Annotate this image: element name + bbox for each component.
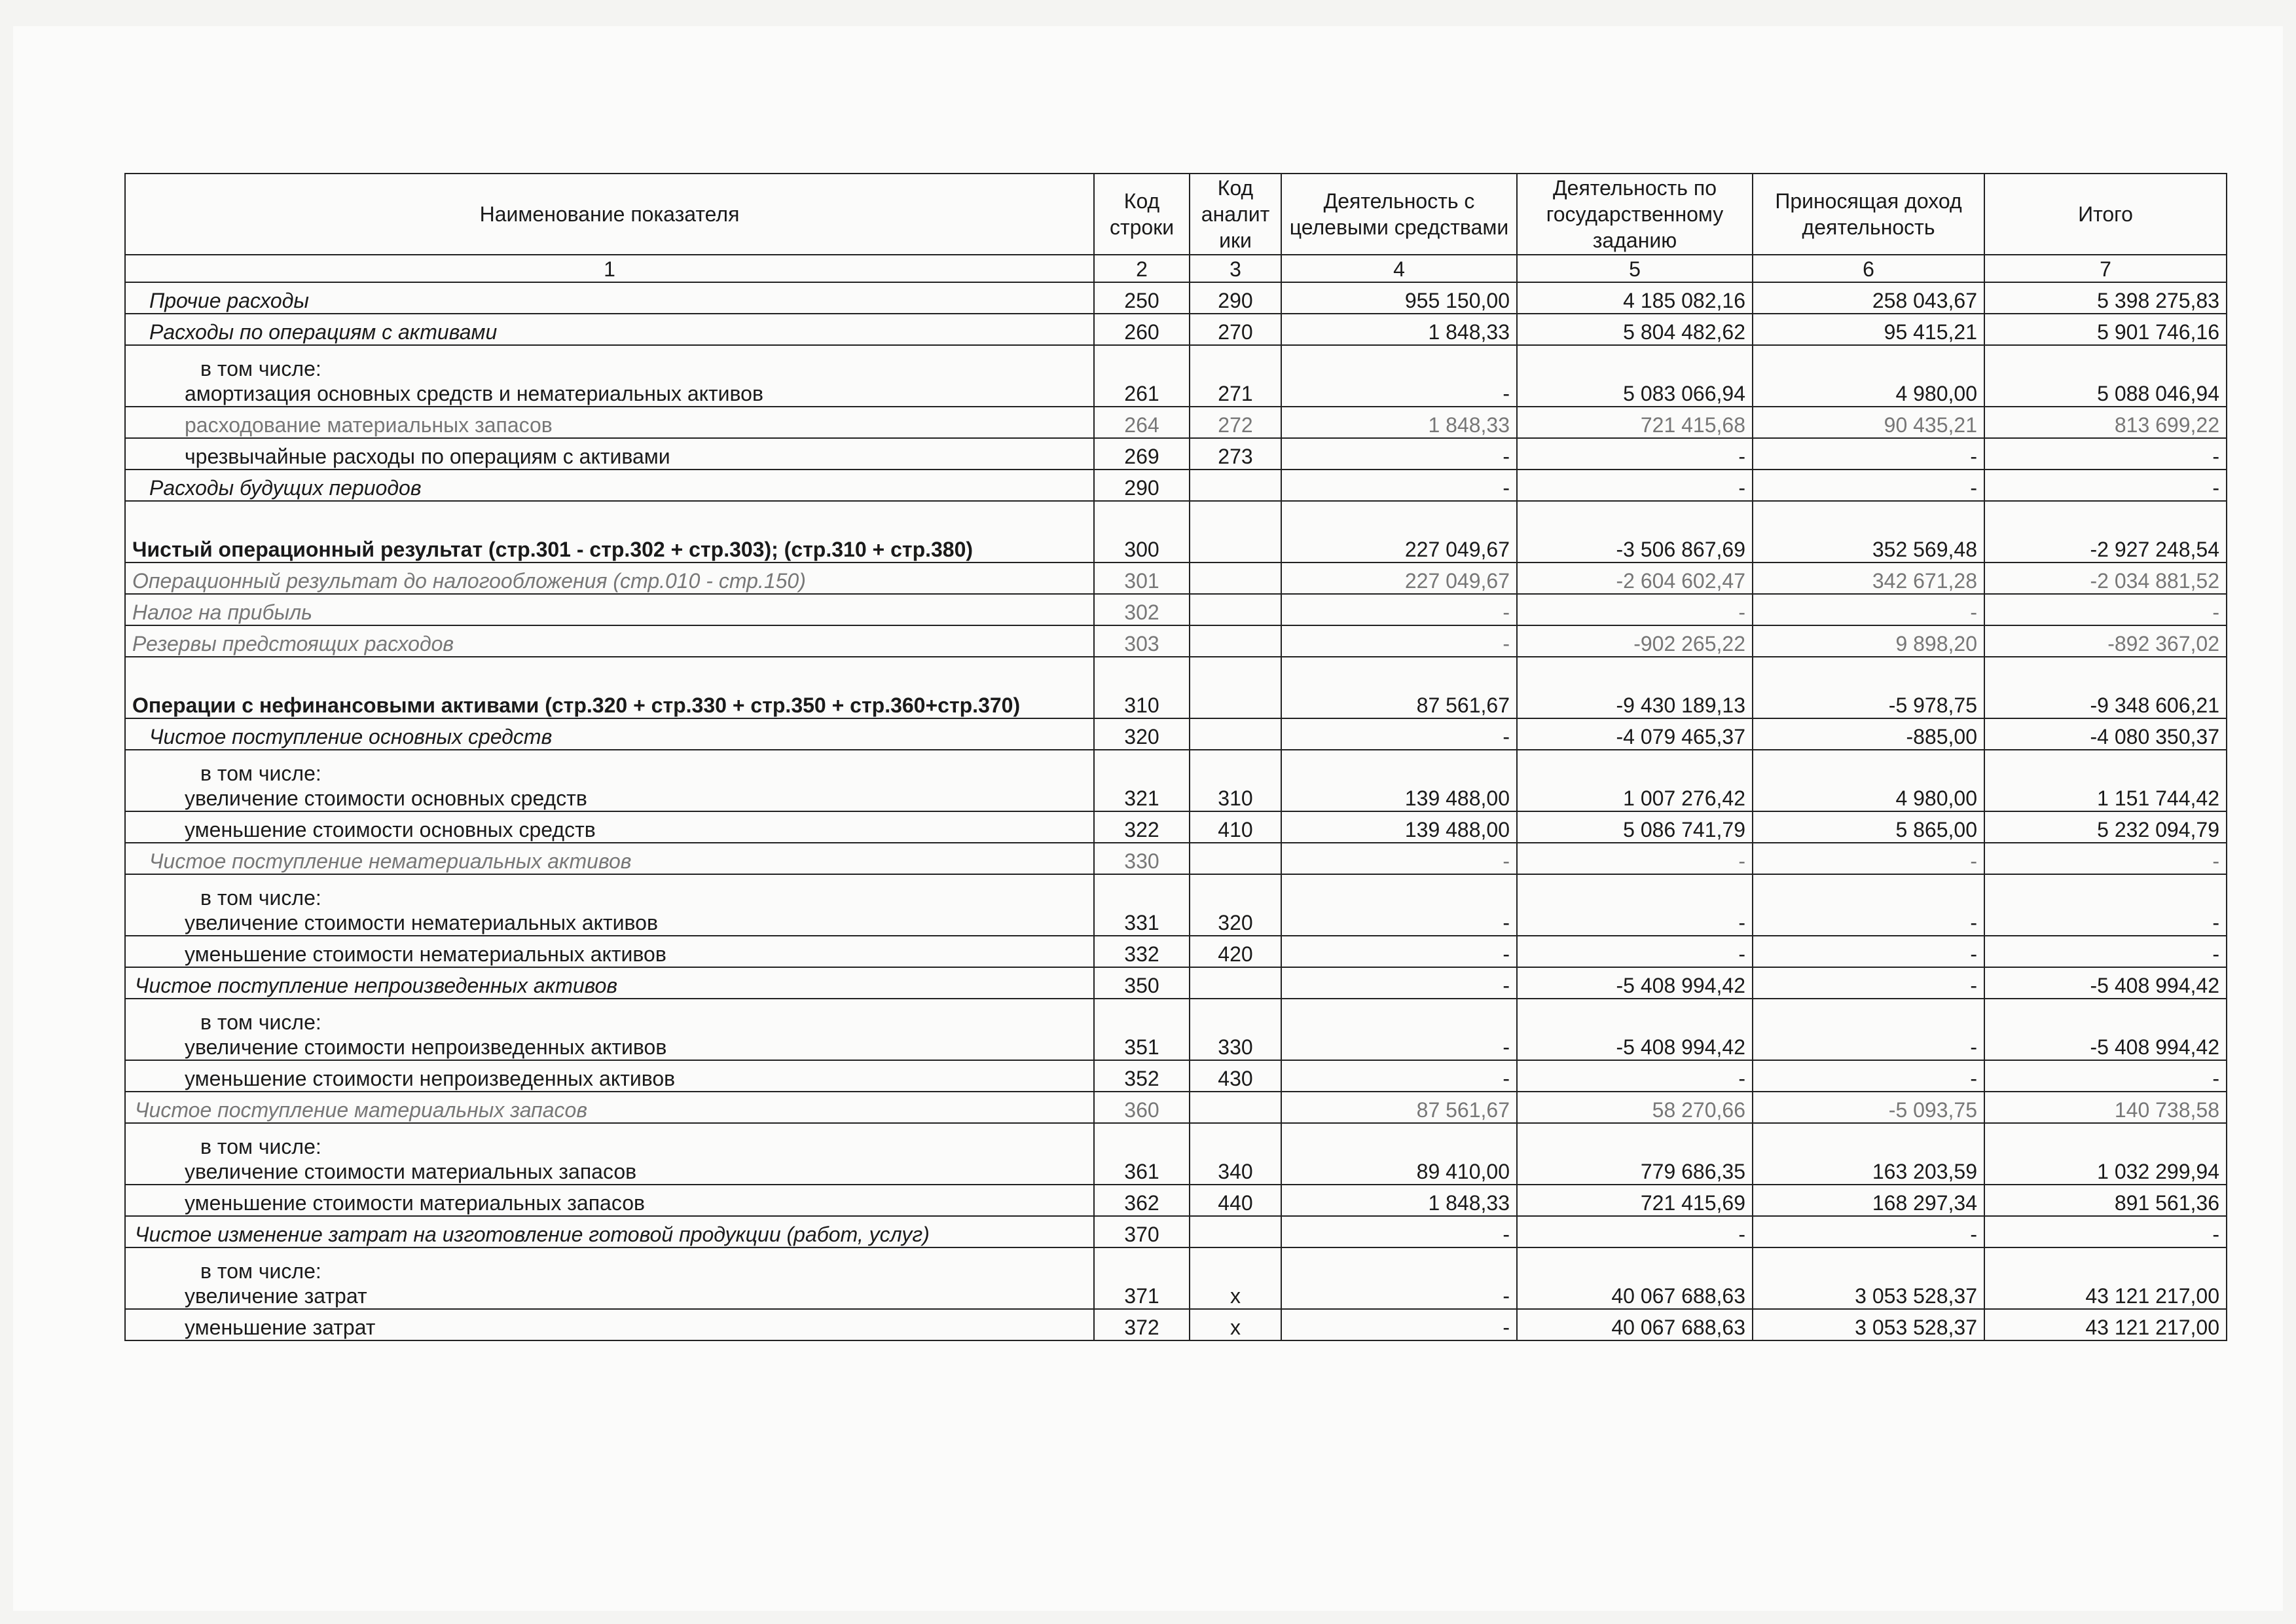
value-total: -4 080 350,37 [1984,718,2227,750]
row-prefix: в том числе: [200,762,321,785]
row-name: чрезвычайные расходы по операциям с активами [125,438,1094,470]
table-row [125,1216,2227,1247]
value-target-funds: 139 488,00 [1281,811,1517,843]
row-code: 264 [1094,407,1190,438]
value-target-funds: - [1281,1216,1517,1247]
row-code: 250 [1094,282,1190,314]
value-total: 1 151 744,42 [1984,750,2227,811]
row-label: увеличение стоимости нематериальных активов [185,911,658,934]
row-prefix: в том числе: [200,1135,321,1158]
value-total: 5 088 046,94 [1984,345,2227,407]
value-target-funds: - [1281,718,1517,750]
table-row [125,470,2227,501]
row-code: 332 [1094,936,1190,967]
row-analytic: 273 [1190,438,1281,470]
table-row [125,1247,2227,1309]
row-name: уменьшение стоимости материальных запасов [125,1185,1094,1216]
row-code: 330 [1094,843,1190,874]
header-row [125,174,2227,255]
row-name: Расходы будущих периодов [125,470,1094,501]
value-income-activity: 342 671,28 [1753,563,1984,594]
value-income-activity: 3 053 528,37 [1753,1247,1984,1309]
value-state-task: 721 415,68 [1517,407,1753,438]
row-analytic: 320 [1190,874,1281,936]
row-code: 372 [1094,1309,1190,1340]
value-state-task: 1 007 276,42 [1517,750,1753,811]
value-target-funds: - [1281,1309,1517,1340]
value-income-activity: 258 043,67 [1753,282,1984,314]
value-target-funds: 139 488,00 [1281,750,1517,811]
value-state-task: - [1517,1216,1753,1247]
value-income-activity: - [1753,999,1984,1060]
row-name [125,1247,1094,1309]
row-analytic: 430 [1190,1060,1281,1092]
value-total: - [1984,874,2227,936]
row-name [125,345,1094,407]
row-analytic: 271 [1190,345,1281,407]
row-name: уменьшение стоимости основных средств [125,811,1094,843]
value-state-task: -5 408 994,42 [1517,967,1753,999]
value-income-activity: - [1753,438,1984,470]
row-code: 360 [1094,1092,1190,1123]
row-code: 301 [1094,563,1190,594]
value-target-funds: 87 561,67 [1281,1092,1517,1123]
value-income-activity: 95 415,21 [1753,314,1984,345]
row-analytic [1190,501,1281,563]
value-state-task: 5 086 741,79 [1517,811,1753,843]
row-analytic [1190,563,1281,594]
value-state-task: -3 506 867,69 [1517,501,1753,563]
value-income-activity: 3 053 528,37 [1753,1309,1984,1340]
value-total: 5 232 094,79 [1984,811,2227,843]
table-row [125,936,2227,967]
value-state-task: 40 067 688,63 [1517,1309,1753,1340]
header-line-code: Код строки [1094,174,1190,255]
value-target-funds: - [1281,843,1517,874]
column-number: 7 [1984,255,2227,282]
header-income-activity: Приносящая доход деятельность [1753,174,1984,255]
row-code: 261 [1094,345,1190,407]
value-income-activity: - [1753,967,1984,999]
row-analytic: 310 [1190,750,1281,811]
value-state-task: 4 185 082,16 [1517,282,1753,314]
row-analytic: 440 [1190,1185,1281,1216]
row-label: амортизация основных средств и нематериальных активов [185,382,763,405]
value-total: -5 408 994,42 [1984,967,2227,999]
value-income-activity: 163 203,59 [1753,1123,1984,1185]
row-code: 290 [1094,470,1190,501]
row-analytic [1190,1216,1281,1247]
value-state-task: -2 604 602,47 [1517,563,1753,594]
row-analytic: 340 [1190,1123,1281,1185]
row-name: Операционный результат до налогообложения (стр.010 - стр.150) [125,563,1094,594]
value-target-funds: 1 848,33 [1281,1185,1517,1216]
value-income-activity: 4 980,00 [1753,750,1984,811]
value-target-funds: - [1281,594,1517,625]
table-row [125,1185,2227,1216]
row-analytic [1190,967,1281,999]
row-code: 352 [1094,1060,1190,1092]
value-total: - [1984,594,2227,625]
value-total: - [1984,470,2227,501]
value-target-funds: - [1281,999,1517,1060]
value-total: 891 561,36 [1984,1185,2227,1216]
value-total: -2 927 248,54 [1984,501,2227,563]
value-income-activity: 4 980,00 [1753,345,1984,407]
row-name [125,750,1094,811]
row-analytic: 272 [1190,407,1281,438]
header-target-funds: Деятельность с целевыми средствами [1281,174,1517,255]
row-analytic [1190,625,1281,657]
row-label: увеличение затрат [185,1284,367,1308]
row-code: 260 [1094,314,1190,345]
row-analytic [1190,657,1281,718]
row-name: Расходы по операциям с активами [125,314,1094,345]
value-target-funds: 227 049,67 [1281,501,1517,563]
value-target-funds: - [1281,1247,1517,1309]
row-code: 300 [1094,501,1190,563]
row-name: уменьшение стоимости нематериальных активов [125,936,1094,967]
value-target-funds: 227 049,67 [1281,563,1517,594]
value-target-funds: - [1281,345,1517,407]
value-state-task: -9 430 189,13 [1517,657,1753,718]
value-target-funds: - [1281,874,1517,936]
value-state-task: -4 079 465,37 [1517,718,1753,750]
row-code: 362 [1094,1185,1190,1216]
row-name: расходование материальных запасов [125,407,1094,438]
column-number: 5 [1517,255,1753,282]
row-analytic: х [1190,1247,1281,1309]
column-numbers-row [125,255,2227,282]
value-target-funds: 1 848,33 [1281,314,1517,345]
value-total: 43 121 217,00 [1984,1309,2227,1340]
value-income-activity: 90 435,21 [1753,407,1984,438]
value-target-funds: 89 410,00 [1281,1123,1517,1185]
header-state-task: Деятельность по государственному заданию [1517,174,1753,255]
row-name [125,874,1094,936]
value-state-task: 721 415,69 [1517,1185,1753,1216]
table-row [125,314,2227,345]
value-state-task: -5 408 994,42 [1517,999,1753,1060]
table-row [125,563,2227,594]
row-code: 322 [1094,811,1190,843]
value-target-funds: - [1281,470,1517,501]
table-row [125,999,2227,1060]
table-row [125,345,2227,407]
value-target-funds: - [1281,1060,1517,1092]
value-income-activity: 9 898,20 [1753,625,1984,657]
value-state-task: 40 067 688,63 [1517,1247,1753,1309]
value-state-task: - [1517,594,1753,625]
table-row [125,874,2227,936]
value-income-activity: 352 569,48 [1753,501,1984,563]
row-analytic: х [1190,1309,1281,1340]
row-name: Чистое поступление основных средств [125,718,1094,750]
value-total: 5 901 746,16 [1984,314,2227,345]
row-analytic: 410 [1190,811,1281,843]
value-target-funds: 87 561,67 [1281,657,1517,718]
table-row [125,594,2227,625]
value-target-funds: - [1281,967,1517,999]
row-code: 303 [1094,625,1190,657]
row-code: 361 [1094,1123,1190,1185]
value-income-activity: - [1753,843,1984,874]
row-code: 269 [1094,438,1190,470]
value-state-task: 58 270,66 [1517,1092,1753,1123]
value-state-task: - [1517,470,1753,501]
row-name: уменьшение стоимости непроизведенных активов [125,1060,1094,1092]
row-prefix: в том числе: [200,886,321,910]
row-code: 371 [1094,1247,1190,1309]
value-income-activity: - [1753,1216,1984,1247]
table-row [125,501,2227,563]
value-total: - [1984,1216,2227,1247]
financial-report-table [124,173,2227,1341]
value-state-task: - [1517,874,1753,936]
value-total: - [1984,1060,2227,1092]
row-analytic [1190,470,1281,501]
row-label: увеличение стоимости непроизведенных активов [185,1035,667,1059]
value-income-activity: -5 093,75 [1753,1092,1984,1123]
row-analytic: 270 [1190,314,1281,345]
row-name: Чистое поступление непроизведенных активов [125,967,1094,999]
row-analytic: 290 [1190,282,1281,314]
row-code: 370 [1094,1216,1190,1247]
header-analytic-code: Код аналит ики [1190,174,1281,255]
column-number: 2 [1094,255,1190,282]
row-code: 310 [1094,657,1190,718]
row-code: 320 [1094,718,1190,750]
table-row [125,1309,2227,1340]
table-row [125,657,2227,718]
table-row [125,438,2227,470]
row-name: Резервы предстоящих расходов [125,625,1094,657]
column-number: 3 [1190,255,1281,282]
value-income-activity: - [1753,594,1984,625]
table-row [125,282,2227,314]
scanned-page [13,26,2283,1611]
row-label: увеличение стоимости основных средств [185,786,587,810]
value-income-activity: -5 978,75 [1753,657,1984,718]
header-indicator-name: Наименование показателя [125,174,1094,255]
value-total: - [1984,936,2227,967]
value-total: 1 032 299,94 [1984,1123,2227,1185]
value-income-activity: -885,00 [1753,718,1984,750]
value-income-activity: - [1753,874,1984,936]
row-name: уменьшение затрат [125,1309,1094,1340]
row-name [125,999,1094,1060]
value-state-task: - [1517,438,1753,470]
value-total: -892 367,02 [1984,625,2227,657]
value-total: -9 348 606,21 [1984,657,2227,718]
row-code: 350 [1094,967,1190,999]
value-total: 43 121 217,00 [1984,1247,2227,1309]
value-income-activity: - [1753,936,1984,967]
table-row [125,843,2227,874]
row-name [125,1123,1094,1185]
row-analytic [1190,594,1281,625]
table-row [125,811,2227,843]
row-name: Налог на прибыль [125,594,1094,625]
row-analytic: 420 [1190,936,1281,967]
row-analytic [1190,1092,1281,1123]
value-total: 813 699,22 [1984,407,2227,438]
value-total: -5 408 994,42 [1984,999,2227,1060]
row-prefix: в том числе: [200,357,321,380]
table-row [125,967,2227,999]
column-number: 1 [125,255,1094,282]
row-analytic [1190,718,1281,750]
value-target-funds: - [1281,438,1517,470]
table-row [125,407,2227,438]
value-state-task: - [1517,936,1753,967]
row-code: 331 [1094,874,1190,936]
row-name: Чистый операционный результат (стр.301 - стр.302 + стр.303); (стр.310 + стр.380) [125,501,1094,563]
table-row [125,750,2227,811]
table-row [125,625,2227,657]
row-analytic [1190,843,1281,874]
row-name: Чистое поступление нематериальных активов [125,843,1094,874]
row-name: Чистое поступление материальных запасов [125,1092,1094,1123]
row-name: Чистое изменение затрат на изготовление готовой продукции (работ, услуг) [125,1216,1094,1247]
value-state-task: 779 686,35 [1517,1123,1753,1185]
value-target-funds: 1 848,33 [1281,407,1517,438]
row-code: 321 [1094,750,1190,811]
row-analytic: 330 [1190,999,1281,1060]
value-total: 140 738,58 [1984,1092,2227,1123]
value-target-funds: - [1281,936,1517,967]
row-prefix: в том числе: [200,1259,321,1283]
row-name: Прочие расходы [125,282,1094,314]
value-income-activity: 5 865,00 [1753,811,1984,843]
table-row [125,718,2227,750]
table-row [125,1060,2227,1092]
value-total: - [1984,438,2227,470]
column-number: 6 [1753,255,1984,282]
value-income-activity: - [1753,1060,1984,1092]
value-total: 5 398 275,83 [1984,282,2227,314]
row-prefix: в том числе: [200,1010,321,1034]
row-label: увеличение стоимости материальных запасов [185,1160,637,1183]
row-code: 302 [1094,594,1190,625]
value-state-task: - [1517,843,1753,874]
table-row [125,1092,2227,1123]
row-code: 351 [1094,999,1190,1060]
value-state-task: - [1517,1060,1753,1092]
value-target-funds: - [1281,625,1517,657]
table-row [125,1123,2227,1185]
value-income-activity: 168 297,34 [1753,1185,1984,1216]
value-target-funds: 955 150,00 [1281,282,1517,314]
value-total: - [1984,843,2227,874]
value-income-activity: - [1753,470,1984,501]
value-state-task: 5 804 482,62 [1517,314,1753,345]
row-name: Операции с нефинансовыми активами (стр.320 + стр.330 + стр.350 + стр.360+стр.370) [125,657,1094,718]
value-state-task: -902 265,22 [1517,625,1753,657]
column-number: 4 [1281,255,1517,282]
header-total: Итого [1984,174,2227,255]
value-state-task: 5 083 066,94 [1517,345,1753,407]
value-total: -2 034 881,52 [1984,563,2227,594]
